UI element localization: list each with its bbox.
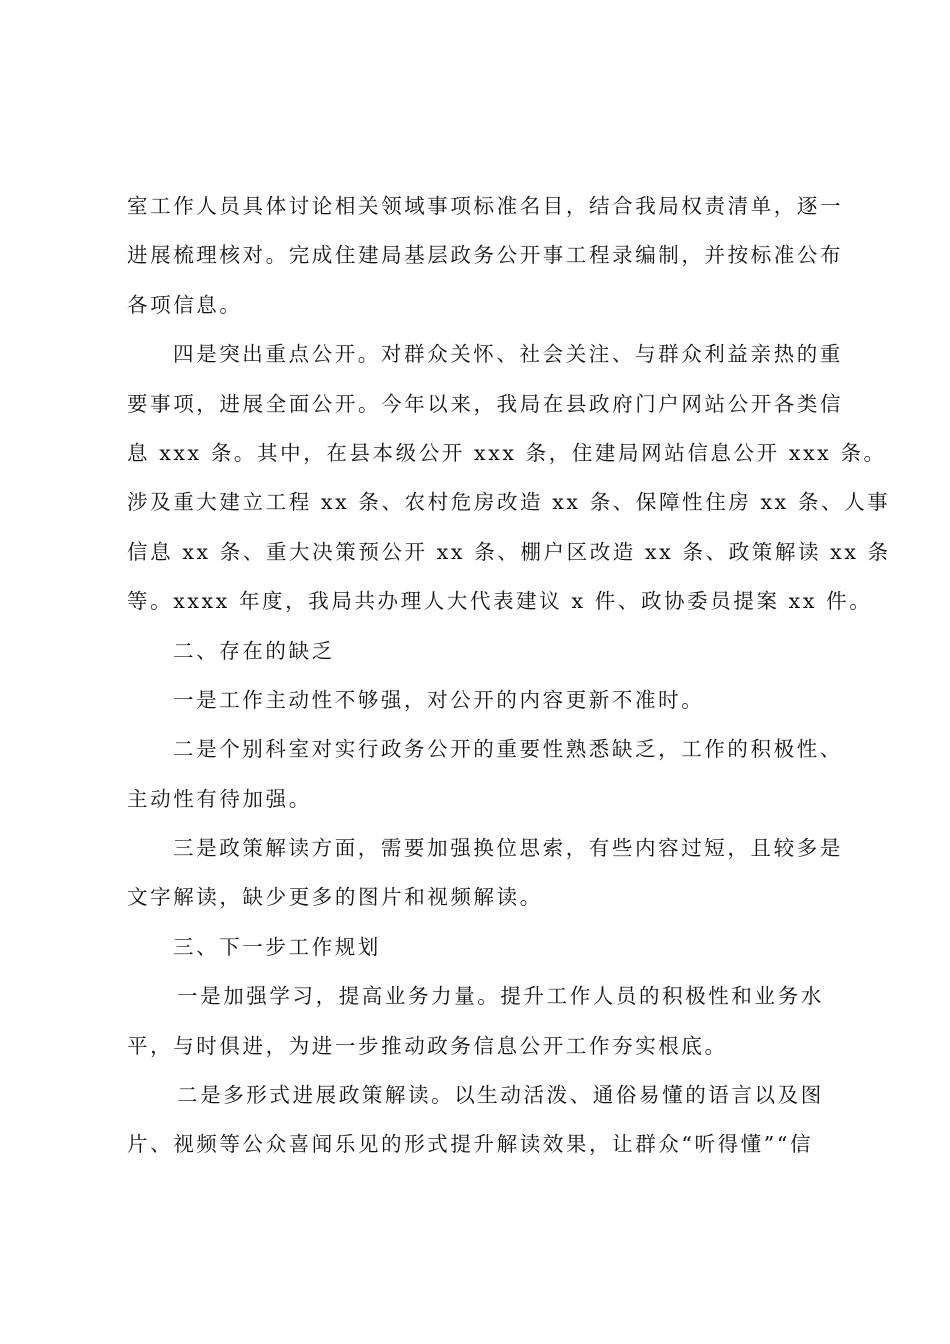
text-line: 各项信息。: [127, 292, 243, 317]
text-line: 平，与时俱进，为进一步推动政务信息公开工作夯实根底。: [127, 1033, 728, 1058]
text-line: 进展梳理核对。完成住建局基层政务公开事工程录编制，并按标准公布: [127, 243, 844, 268]
paragraph-start: 三是政策解读方面，需要加强换位思索，有些内容过短，且较多是: [173, 836, 843, 861]
text-line: 主动性有待加强。: [127, 786, 312, 811]
text-line: 要事项，进展全面公开。今年以来，我局在县政府门户网站公开各类信: [127, 391, 844, 416]
text-line: 涉及重大建立工程 xx 条、农村危房改造 xx 条、保障性住房 xx 条、人事: [127, 490, 891, 515]
text-line: 文字解读，缺少更多的图片和视频解读。: [127, 885, 543, 910]
document-body: [127, 182, 891, 1170]
section-heading: 三、下一步工作规划: [173, 934, 381, 959]
text-line: 等。xxxx 年度，我局共办理人大代表建议 x 件、政协委员提案 xx 件。: [127, 589, 873, 614]
paragraph-start: 一是加强学习，提高业务力量。提升工作人员的积极性和业务水: [177, 984, 824, 1009]
section-heading: 二、存在的缺乏: [173, 638, 335, 663]
text-line: 信息 xx 条、重大决策预公开 xx 条、棚户区改造 xx 条、政策解读 xx 条: [127, 539, 891, 564]
paragraph-start: 二是个别科室对实行政务公开的重要性熟悉缺乏，工作的积极性、: [173, 737, 843, 762]
paragraph-start: 二是多形式进展政策解读。以生动活泼、通俗易懂的语言以及图: [177, 1083, 824, 1108]
text-line: 室工作人员具体讨论相关领域事项标准名目，结合我局权责清单，逐一: [127, 194, 844, 218]
paragraph-start: 四是突出重点公开。对群众关怀、社会关注、与群众利益亲热的重: [173, 342, 843, 367]
text-line: 息 xxx 条。其中，在县本级公开 xxx 条，住建局网站信息公开 xxx 条。: [127, 440, 887, 465]
text-line: 片、视频等公众喜闻乐见的形式提升解读效果，让群众“听得懂”“信: [127, 1132, 814, 1157]
paragraph-start: 一是工作主动性不够强，对公开的内容更新不准时。: [173, 687, 705, 712]
